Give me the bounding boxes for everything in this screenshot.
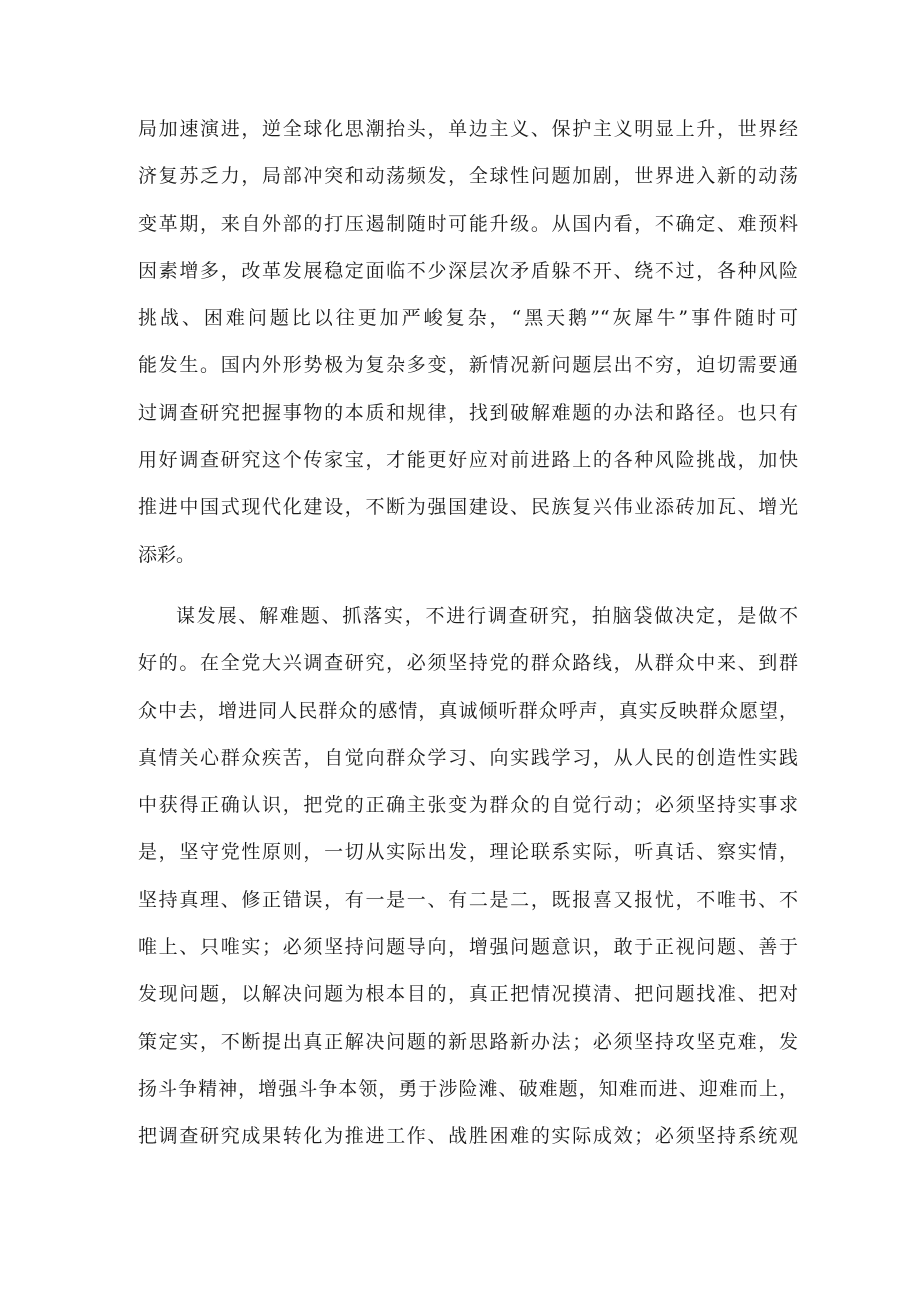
text-line: 用好调查研究这个传家宝，才能更好应对前进路上的各种风险挑战，加快 [138, 449, 798, 472]
text-line: 因素增多，改革发展稳定面临不少深层次矛盾躲不开、绕不过，各种风险 [138, 259, 798, 282]
text-line: 添彩。 [138, 543, 196, 566]
text-line: 谋发展、解难题、抓落实，不进行调查研究，拍脑袋做决定，是做不 [176, 605, 798, 627]
text-line: 济复苏乏力，局部冲突和动荡频发，全球性问题加剧，世界进入新的动荡 [138, 165, 798, 188]
text-line: 唯上、只唯实；必须坚持问题导向，增强问题意识，敢于正视问题、善于 [138, 936, 798, 959]
text-line: 扬斗争精神，增强斗争本领，勇于涉险滩、破难题，知难而进、迎难而上， [138, 1077, 798, 1100]
text-line: 坚持真理、修正错误，有一是一、有二是二，既报喜又报忧，不唯书、不 [138, 888, 798, 911]
text-line: 中获得正确认识，把党的正确主张变为群众的自觉行动；必须坚持实事求 [138, 794, 798, 817]
text-line: 挑战、困难问题比以往更加严峻复杂，“黑天鹅”“灰犀牛”事件随时可 [138, 307, 798, 330]
text-line: 众中去，增进同人民群众的感情，真诚倾听群众呼声，真实反映群众愿望， [138, 699, 798, 722]
text-line: 能发生。国内外形势极为复杂多变，新情况新问题层出不穷，迫切需要通 [138, 354, 798, 377]
text-line: 局加速演进，逆全球化思潮抬头，单边主义、保护主义明显上升，世界经 [138, 118, 798, 140]
text-line: 好的。在全党大兴调查研究，必须坚持党的群众路线，从群众中来、到群 [138, 652, 798, 675]
paragraph-1 [138, 106, 798, 579]
text-line: 过调查研究把握事物的本质和规律，找到破解难题的办法和路径。也只有 [138, 401, 798, 424]
paragraph-2 [138, 593, 798, 1161]
text-line: 发现问题，以解决问题为根本目的，真正把情况摸清、把问题找准、把对 [138, 983, 798, 1006]
text-line: 是，坚守党性原则，一切从实际出发，理论联系实际，听真话、察实情， [138, 841, 798, 864]
text-line: 真情关心群众疾苦，自觉向群众学习、向实践学习，从人民的创造性实践 [138, 746, 798, 769]
text-line: 把调查研究成果转化为推进工作、战胜困难的实际成效；必须坚持系统观 [138, 1125, 798, 1148]
text-line: 变革期，来自外部的打压遏制随时可能升级。从国内看，不确定、难预料 [138, 212, 798, 235]
text-line: 推进中国式现代化建设，不断为强国建设、民族复兴伟业添砖加瓦、增光 [138, 496, 798, 519]
text-line: 策定实，不断提出真正解决问题的新思路新办法；必须坚持攻坚克难，发 [138, 1030, 798, 1053]
